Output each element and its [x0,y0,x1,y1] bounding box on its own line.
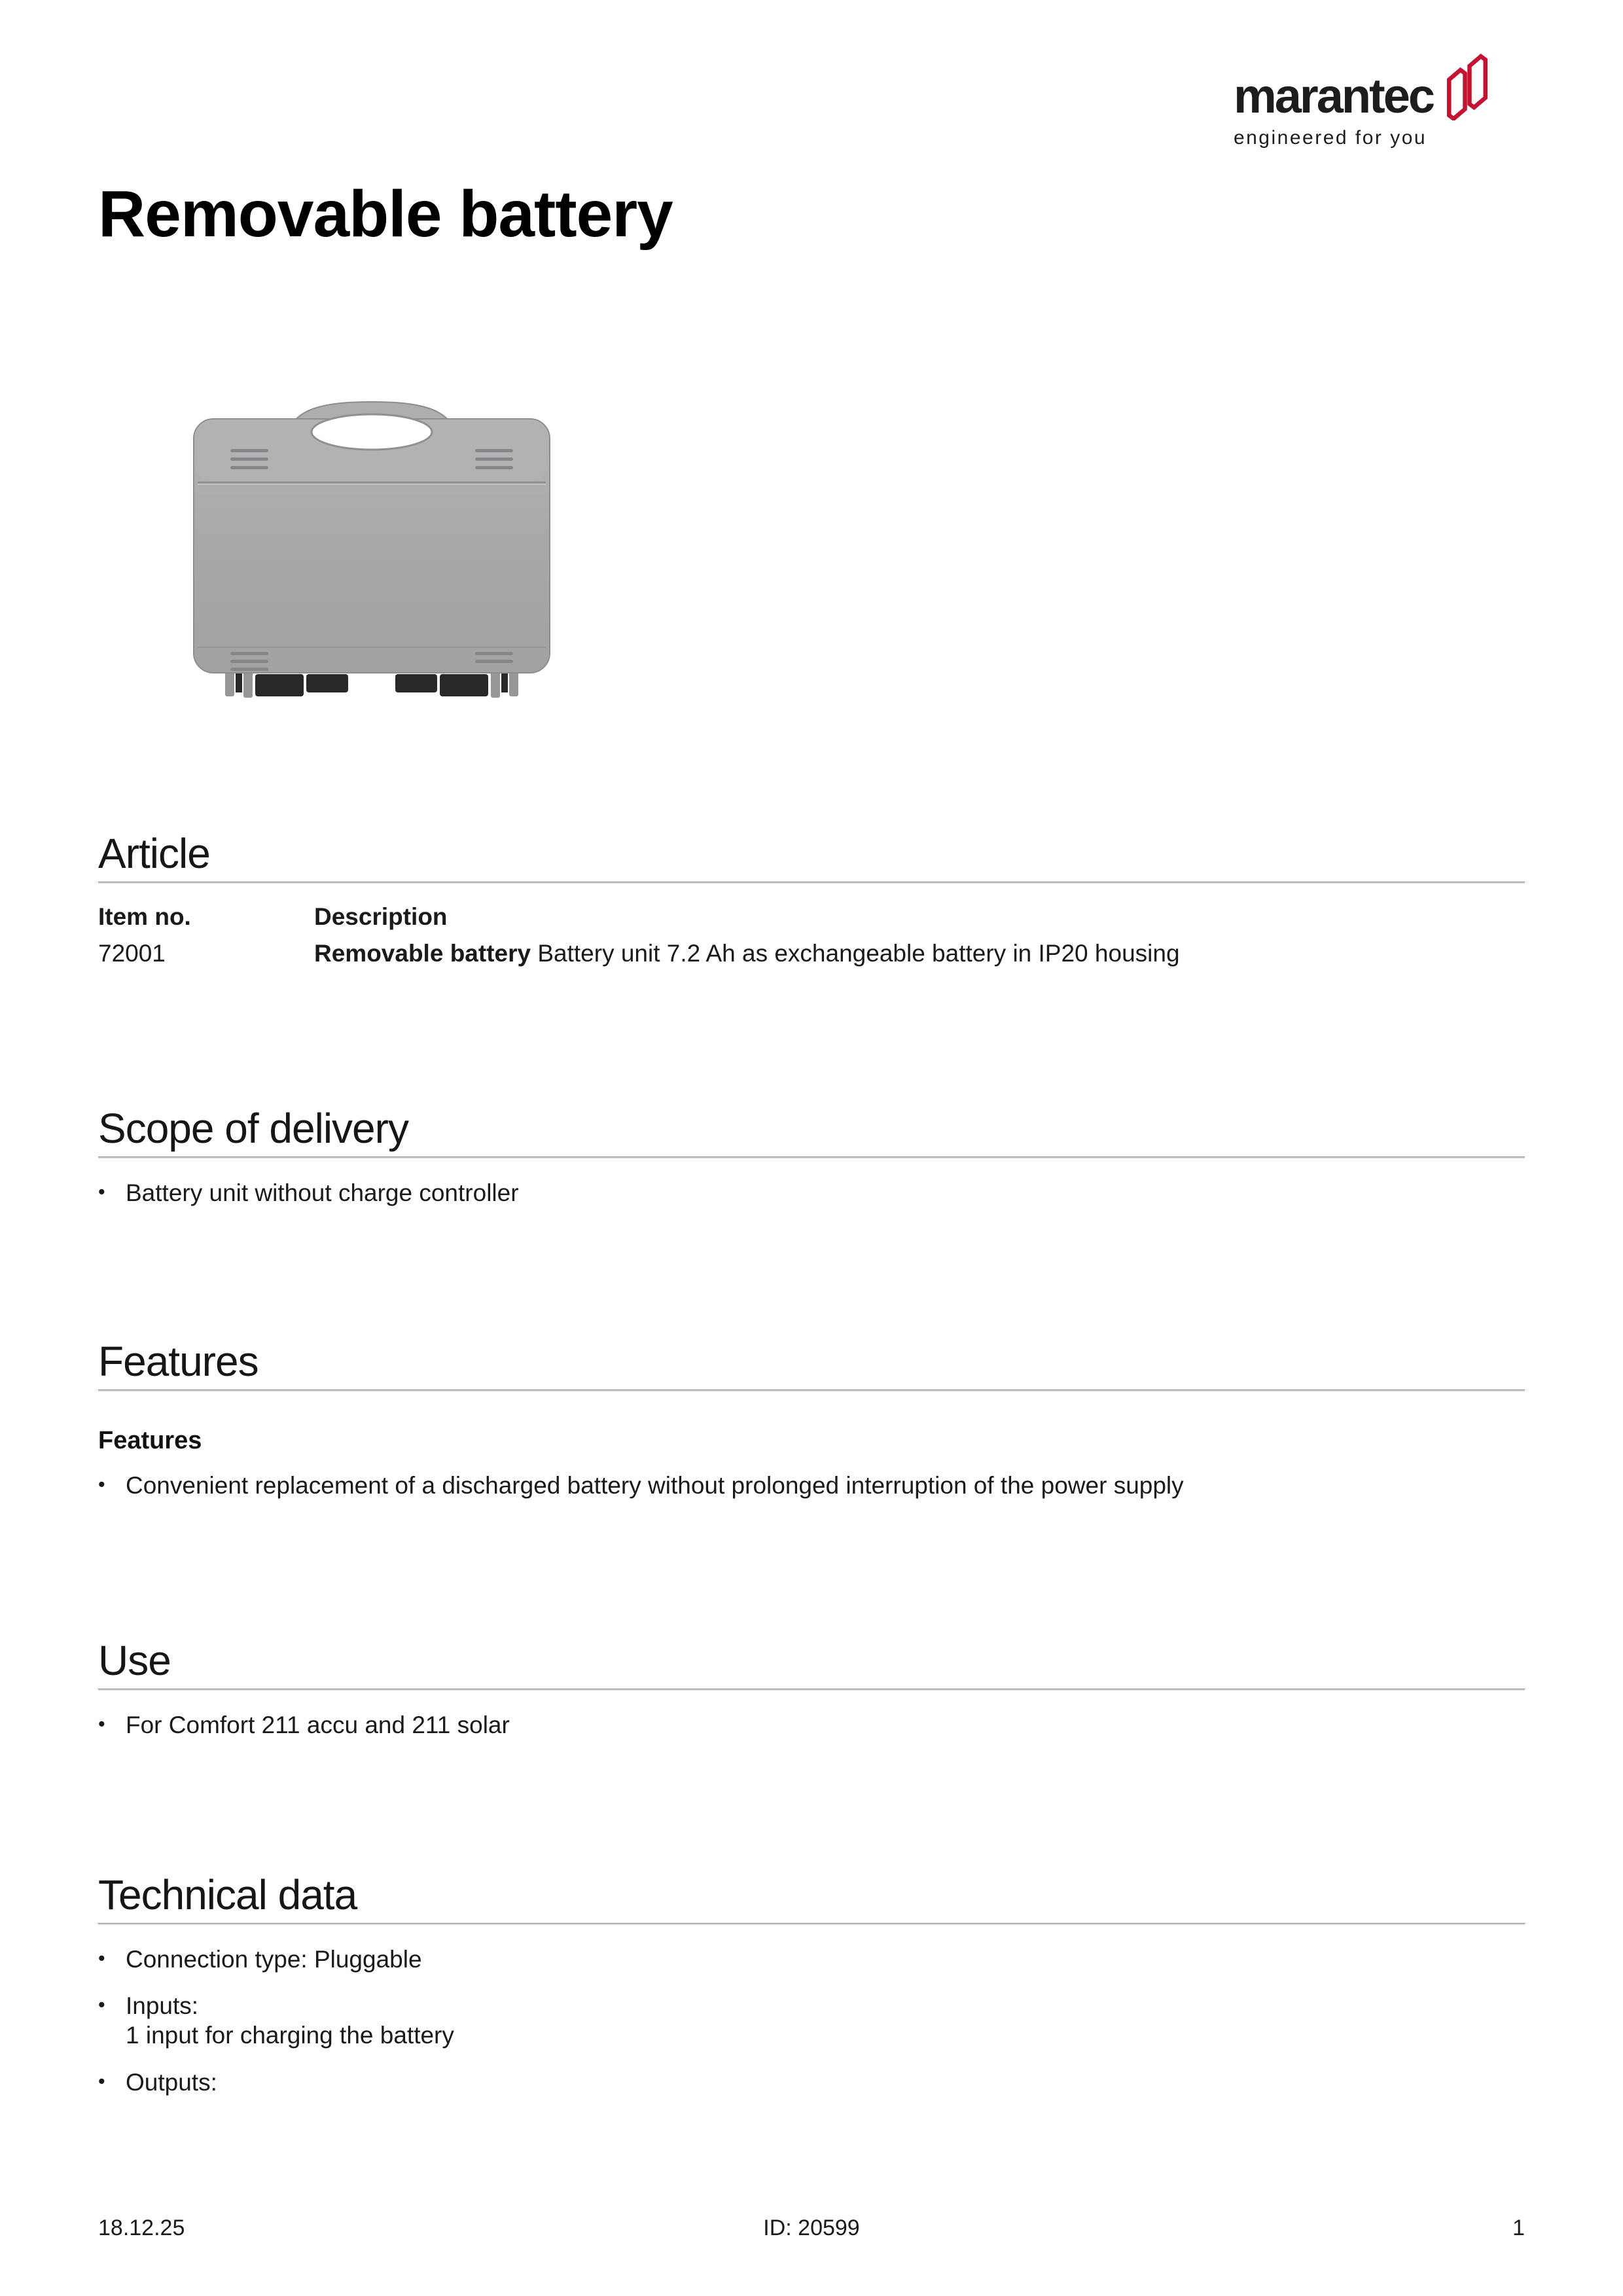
use-bullet-list [98,1710,1525,1740]
scope-bullet-list [98,1178,1525,1208]
section-article [98,829,1525,969]
page-title: Removable battery [98,177,673,251]
technical-heading: Technical data [98,1871,357,1918]
product-image [188,397,555,699]
section-divider [98,882,1525,884]
list-item-text: • Connection type: Pluggable [126,1946,422,1973]
product-name: Removable battery [314,940,531,967]
list-item [98,1945,1525,1974]
battery-case-illustration [188,397,555,699]
brand-logo [1234,52,1492,149]
brand-mark-icon [1442,52,1492,120]
brand-logo-row [1233,52,1492,123]
page-footer [98,2215,1525,2241]
list-item [98,2068,1525,2097]
table-cell-item-no: 72001 [98,940,166,967]
list-item-text: • Outputs: [126,2068,217,2096]
section-features [98,1337,1525,1500]
article-table [98,902,1525,969]
list-item-text: • Inputs: [126,1992,199,2020]
use-heading: Use [98,1637,171,1684]
list-item [98,1471,1525,1500]
section-divider [98,1689,1525,1691]
column-header-item-no: Item no. [98,903,191,931]
section-divider [98,1157,1525,1158]
features-subheading: Features [98,1427,202,1455]
section-divider [98,1923,1525,1925]
article-heading: Article [98,830,210,877]
section-use [98,1636,1525,1740]
section-divider [98,1390,1525,1391]
table-cell-description [314,939,1525,969]
footer-date: 18.12.25 [98,2215,185,2240]
section-scope-of-delivery [98,1104,1525,1208]
list-item [98,1178,1525,1208]
list-item-subtext: 1 input for charging the battery [126,2022,454,2049]
technical-bullet-list [98,1945,1525,2097]
column-header-description: Description [314,903,448,931]
brand-wordmark: marantec [1233,69,1433,123]
list-item-text: • Battery unit without charge controller [126,1179,519,1207]
scope-heading: Scope of delivery [98,1105,408,1152]
list-item [98,1710,1525,1740]
list-item [98,1991,1525,2050]
footer-page-number: 1 [1512,2215,1525,2240]
product-description: Battery unit 7.2 Ah as exchangeable battery in IP20 housing [531,940,1180,967]
list-item-text: • For Comfort 211 accu and 211 solar [126,1712,510,1739]
list-item-body [126,1991,454,2050]
list-item-text: • Convenient replacement of a discharged battery without prolonged interruption of the power supply [126,1472,1184,1499]
brand-tagline: engineered for you [1233,127,1427,149]
features-bullet-list [98,1471,1525,1500]
section-technical-data [98,1871,1525,2097]
footer-doc-id: ID: 20599 [763,2215,860,2240]
features-heading: Features [98,1338,259,1385]
